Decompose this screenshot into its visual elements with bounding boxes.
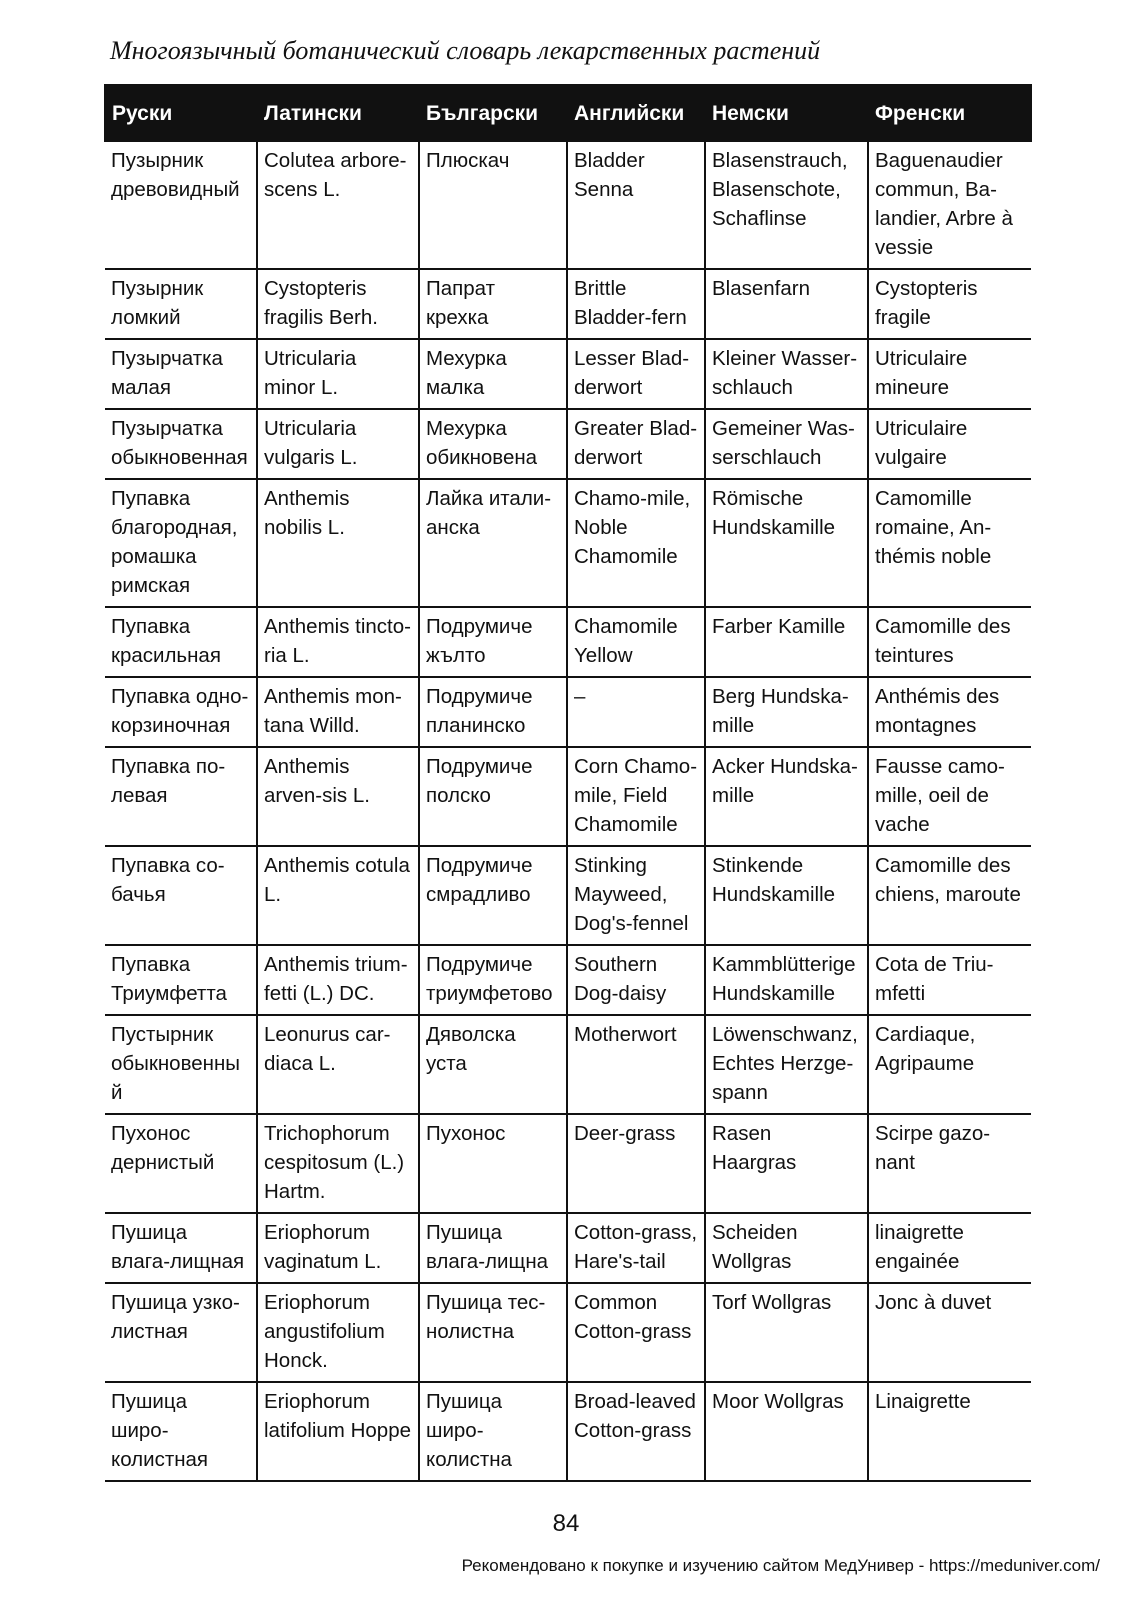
dictionary-table [104, 84, 1032, 1482]
cell-bulgarian: Подрумиче полско [419, 747, 567, 846]
cell-latin: Utricularia vulgaris L. [257, 409, 419, 479]
column-header-german: Немски [705, 84, 868, 142]
cell-german: Moor Wollgras [705, 1382, 868, 1481]
table-header-row [105, 84, 1031, 142]
table-row [105, 846, 1031, 945]
column-header-bulgarian: Български [419, 84, 567, 142]
cell-french: Linaigrette [868, 1382, 1031, 1481]
cell-bulgarian: Дяволска уста [419, 1015, 567, 1114]
footer-note: Рекомендовано к покупке и изучению сайтом МедУнивер - https://meduniver.com/ [461, 1556, 1100, 1575]
cell-english: Lesser Blad-derwort [567, 339, 705, 409]
cell-latin: Anthemis trium-fetti (L.) DC. [257, 945, 419, 1015]
table-row [105, 1283, 1031, 1382]
cell-latin: Cystopteris fragilis Berh. [257, 269, 419, 339]
cell-english: Brittle Bladder-fern [567, 269, 705, 339]
cell-english: – [567, 677, 705, 747]
table-row [105, 677, 1031, 747]
cell-latin: Anthemis tincto-ria L. [257, 607, 419, 677]
cell-german: Berg Hundska-mille [705, 677, 868, 747]
cell-english: Stinking Mayweed, Dog's-fennel [567, 846, 705, 945]
cell-bulgarian: Папрат крехка [419, 269, 567, 339]
cell-russian: Пупавка одно-корзиночная [105, 677, 257, 747]
table-row [105, 1114, 1031, 1213]
cell-latin: Leonurus car-diaca L. [257, 1015, 419, 1114]
cell-german: Blasenfarn [705, 269, 868, 339]
cell-russian: Пупавка по-левая [105, 747, 257, 846]
cell-russian: Пузырчатка обыкновенная [105, 409, 257, 479]
cell-russian: Пупавка благородная, ромашка римская [105, 479, 257, 607]
column-header-english: Английски [567, 84, 705, 142]
cell-bulgarian: Пушица влага-лищна [419, 1213, 567, 1283]
cell-english: Cotton-grass, Hare's-tail [567, 1213, 705, 1283]
cell-french: Camomille romaine, An-thémis noble [868, 479, 1031, 607]
table-row [105, 945, 1031, 1015]
cell-german: Rasen Haargras [705, 1114, 868, 1213]
cell-latin: Trichophorum cespitosum (L.) Hartm. [257, 1114, 419, 1213]
cell-german: Blasenstrauch, Blasenschote, Schaflinse [705, 142, 868, 269]
cell-russian: Пушица узко-листная [105, 1283, 257, 1382]
cell-french: Camomille des teintures [868, 607, 1031, 677]
cell-german: Farber Kamille [705, 607, 868, 677]
cell-english: Chamo-mile, Noble Chamomile [567, 479, 705, 607]
cell-french: linaigrette engainée [868, 1213, 1031, 1283]
table-row [105, 747, 1031, 846]
cell-latin: Eriophorum latifolium Hoppe [257, 1382, 419, 1481]
cell-german: Acker Hundska-mille [705, 747, 868, 846]
cell-bulgarian: Пушица тес-нолистна [419, 1283, 567, 1382]
cell-english: Common Cotton-grass [567, 1283, 705, 1382]
cell-russian: Пупавка Триумфетта [105, 945, 257, 1015]
cell-bulgarian: Пушица широ-колистна [419, 1382, 567, 1481]
cell-english: Chamomile Yellow [567, 607, 705, 677]
cell-latin: Anthemis mon-tana Willd. [257, 677, 419, 747]
cell-french: Fausse camo-mille, oeil de vache [868, 747, 1031, 846]
cell-bulgarian: Пухонос [419, 1114, 567, 1213]
cell-french: Anthémis des montagnes [868, 677, 1031, 747]
cell-russian: Пупавка красильная [105, 607, 257, 677]
cell-english: Greater Blad-derwort [567, 409, 705, 479]
table-row [105, 1213, 1031, 1283]
cell-french: Utriculaire vulgaire [868, 409, 1031, 479]
cell-bulgarian: Подрумиче планинско [419, 677, 567, 747]
cell-latin: Anthemis arven-sis L. [257, 747, 419, 846]
cell-english: Broad-leaved Cotton-grass [567, 1382, 705, 1481]
cell-latin: Eriophorum angustifolium Honck. [257, 1283, 419, 1382]
cell-german: Löwenschwanz, Echtes Herzge-spann [705, 1015, 868, 1114]
cell-french: Cota de Triu-mfetti [868, 945, 1031, 1015]
running-head: Многоязычный ботанический словарь лекарственных растений [110, 36, 821, 65]
cell-russian: Пузырчатка малая [105, 339, 257, 409]
cell-russian: Пухонос дернистый [105, 1114, 257, 1213]
cell-german: Kammblütterige Hundskamille [705, 945, 868, 1015]
cell-latin: Anthemis cotula L. [257, 846, 419, 945]
cell-russian: Пустырник обыкновенный [105, 1015, 257, 1114]
cell-english: Bladder Senna [567, 142, 705, 269]
table-row [105, 269, 1031, 339]
cell-german: Scheiden Wollgras [705, 1213, 868, 1283]
cell-french: Camomille des chiens, maroute [868, 846, 1031, 945]
cell-bulgarian: Подрумиче смрадливо [419, 846, 567, 945]
cell-bulgarian: Лайка итали-анска [419, 479, 567, 607]
cell-english: Corn Chamo-mile, Field Chamomile [567, 747, 705, 846]
table-row [105, 479, 1031, 607]
cell-russian: Пушица широ-колистная [105, 1382, 257, 1481]
cell-bulgarian: Мехурка малка [419, 339, 567, 409]
cell-french: Scirpe gazo-nant [868, 1114, 1031, 1213]
cell-english: Deer-grass [567, 1114, 705, 1213]
cell-latin: Colutea arbore-scens L. [257, 142, 419, 269]
cell-french: Cystopteris fragile [868, 269, 1031, 339]
table-row [105, 607, 1031, 677]
column-header-russian: Руски [105, 84, 257, 142]
cell-bulgarian: Подрумиче жълто [419, 607, 567, 677]
table-row [105, 1015, 1031, 1114]
cell-russian: Пупавка со-бачья [105, 846, 257, 945]
cell-russian: Пушица влага-лищная [105, 1213, 257, 1283]
cell-english: Motherwort [567, 1015, 705, 1114]
page-number: 84 [552, 1510, 580, 1537]
cell-german: Römische Hundskamille [705, 479, 868, 607]
cell-german: Gemeiner Was-serschlauch [705, 409, 868, 479]
cell-french: Utriculaire mineure [868, 339, 1031, 409]
table-row [105, 409, 1031, 479]
table-row [105, 142, 1031, 269]
table-row [105, 1382, 1031, 1481]
column-header-french: Френски [868, 84, 1031, 142]
cell-russian: Пузырник древовидный [105, 142, 257, 269]
cell-french: Baguenaudier commun, Ba-landier, Arbre à vessie [868, 142, 1031, 269]
cell-latin: Utricularia minor L. [257, 339, 419, 409]
cell-german: Stinkende Hundskamille [705, 846, 868, 945]
cell-german: Torf Wollgras [705, 1283, 868, 1382]
cell-english: Southern Dog-daisy [567, 945, 705, 1015]
cell-latin: Eriophorum vaginatum L. [257, 1213, 419, 1283]
cell-bulgarian: Мехурка обикновена [419, 409, 567, 479]
cell-french: Cardiaque, Agripaume [868, 1015, 1031, 1114]
cell-bulgarian: Подрумиче триумфетово [419, 945, 567, 1015]
cell-french: Jonc à duvet [868, 1283, 1031, 1382]
cell-russian: Пузырник ломкий [105, 269, 257, 339]
cell-latin: Anthemis nobilis L. [257, 479, 419, 607]
cell-german: Kleiner Wasser-schlauch [705, 339, 868, 409]
column-header-latin: Латински [257, 84, 419, 142]
cell-bulgarian: Плюскач [419, 142, 567, 269]
table-row [105, 339, 1031, 409]
